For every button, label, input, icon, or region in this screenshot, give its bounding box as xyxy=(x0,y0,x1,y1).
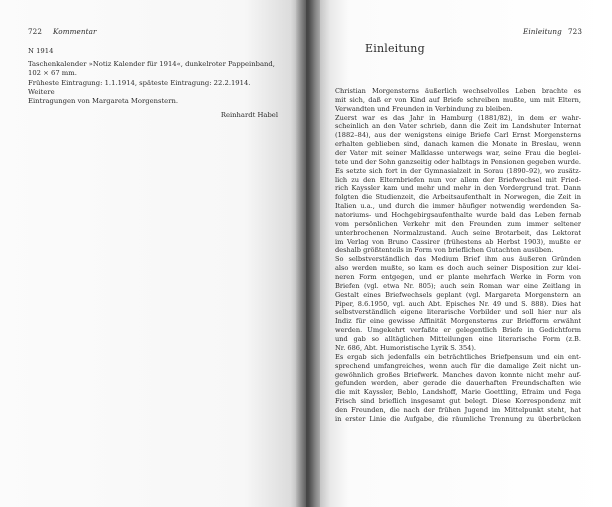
text-line: unterbrochenen Normalzustand. Auch seine Brotarbeit, das Lektorat xyxy=(335,228,581,237)
text-line: deshalb größtenteils in Form von brieflichen Gutachten ausüben. xyxy=(335,246,554,255)
text-line: in erster Linie die Aufgabe, die räumliche Trennung zu überbrücken xyxy=(335,414,581,423)
text-line: gewöhnlich großes Briefwerk. Manches davon konnte nicht mehr auf- xyxy=(335,370,581,379)
text-line: selbstverständlich eigene literarische Vorbilder und soll hier nur als xyxy=(335,308,581,317)
text-line: Briefen (vgl. etwa Nr. 805); auch sein Roman war eine Zeitlang in xyxy=(335,281,581,290)
text-line: und gab so alltäglichen Mitteilungen eine literarische Form (z.B. xyxy=(335,335,581,344)
right-page-number: 723 xyxy=(568,27,583,36)
text-line: Nr. 686, Abt. Humoristische Lyrik S. 354). xyxy=(335,343,477,352)
text-line: Piper, 8.6.1950, vgl. auch Abt. Episches Nr. 49 und S. 888). Dies hat xyxy=(335,299,581,308)
text-line: rich Kayssler kam und mehr und mehr in den Vordergrund trat. Dann xyxy=(335,184,581,193)
text-line: Verwandten und Freunden in Verbindung zu bleiben. xyxy=(335,104,513,113)
text-line: Indiz für eine gewisse Affinität Morgensterns zur Briefform erwähnt xyxy=(335,317,581,326)
text-line: scheinlich an den Vater schrieb, dann die Zeit im Landshuter Internat xyxy=(335,122,581,131)
text-line: Italien u.a., und durch die immer häufiger notwendig werdenden Sa- xyxy=(335,202,581,211)
left-running-head: Kommentar xyxy=(53,27,97,36)
text-line: erhalten geblieben sind, danach kamen die Monate in Breslau, wenn xyxy=(335,140,581,149)
entry-line: Eintragungen von Margareta Morgenstern. xyxy=(28,97,178,106)
text-line: So selbstverständlich das Medium Brief ihm aus äußeren Gründen xyxy=(335,255,581,264)
entry-line: Taschenkalender »Notiz Kalender für 1914«, dunkelroter Pappeinband, xyxy=(28,60,275,69)
text-line: Zuerst war es das Jahr in Hamburg (1881/82), in dem er wahr- xyxy=(335,113,581,122)
text-line: mit sich, daß er von Kind auf Briefe schreiben mußte, um mit Eltern, xyxy=(335,95,581,104)
text-line: die mit Kayssler, Beblo, Landshoff, Marie Goettling, Efraim und Fega xyxy=(335,388,581,397)
commentary-entry xyxy=(28,47,278,120)
entry-id: N 1914 xyxy=(28,47,54,55)
text-line: lich zu den Elternbriefen nun vor allem der Briefwechsel mit Fried- xyxy=(335,175,581,184)
entry-line: Früheste Eintragung: 1.1.1914, späteste Eintragung: 22.2.1914. Weitere xyxy=(28,78,251,96)
text-line: natoriums- und Hochgebirgsaufenthalte wurde bald das Leben fernab xyxy=(335,211,581,220)
chapter-title: Einleitung xyxy=(365,42,425,55)
text-line: folgten die Studienzeit, die Arbeitsaufenthalt in Norwegen, die Zeit in xyxy=(335,193,581,202)
right-running-head: Einleitung xyxy=(523,27,562,36)
text-line: Frisch sind brieflich insgesamt gut belegt. Diese Korrespondenz mit xyxy=(335,397,581,406)
entry-line: 102 × 67 mm. xyxy=(28,69,77,78)
text-line: also werden mußte, so kam es doch auch seiner Disposition zur klei- xyxy=(335,264,581,273)
left-page-number: 722 xyxy=(28,27,43,36)
text-line: vom persönlichen Verkehr mit den Freunden zum immer seltener xyxy=(335,219,581,228)
book-gutter-shadow xyxy=(296,0,320,507)
text-line: Christian Morgensterns äußerlich wechselvolles Leben brachte es xyxy=(335,87,581,95)
text-line: den Freunden, die nach der frühen Jugend im Mittelpunkt steht, hat xyxy=(335,405,581,414)
text-line: sprechend umfangreiches, wenn auch für die damalige Zeit nicht un- xyxy=(335,361,581,370)
text-line: Es setzte sich fort in der Gymnasialzeit in Sorau (1890–92), wo zusätz- xyxy=(335,166,581,175)
text-line: gefunden werden, aber gerade die dauerhaften Freundschaften wie xyxy=(335,379,581,388)
text-line: (1882–84), aus der wenigstens einige Briefe Carl Ernst Morgensterns xyxy=(335,131,581,140)
text-line: Es ergab sich jedenfalls ein beträchtliches Briefpensum und ein ent- xyxy=(335,352,581,361)
text-line: im Verlag von Bruno Cassirer (frühestens ab Herbst 1903), mußte er xyxy=(335,237,581,246)
text-line: neren Form entgegen, und er plante mehrfach Werke in Form von xyxy=(335,273,581,282)
introduction-text xyxy=(335,87,581,424)
editor-signature: Reinhardt Habel xyxy=(220,111,278,120)
text-line: tete und der Sohn ganzseitig oder halbtags in Pensionen gegeben wurde. xyxy=(335,157,581,166)
text-line: der Vater mit seiner Malklasse unterwegs war, seine Frau die beglei- xyxy=(335,149,581,158)
text-line: Gestalt eines Briefwechsels geplant (vgl. Margareta Morgenstern an xyxy=(335,290,581,299)
text-line: werden. Umgekehrt verfaßte er gelegentlich Briefe in Gedichtform xyxy=(335,326,581,335)
